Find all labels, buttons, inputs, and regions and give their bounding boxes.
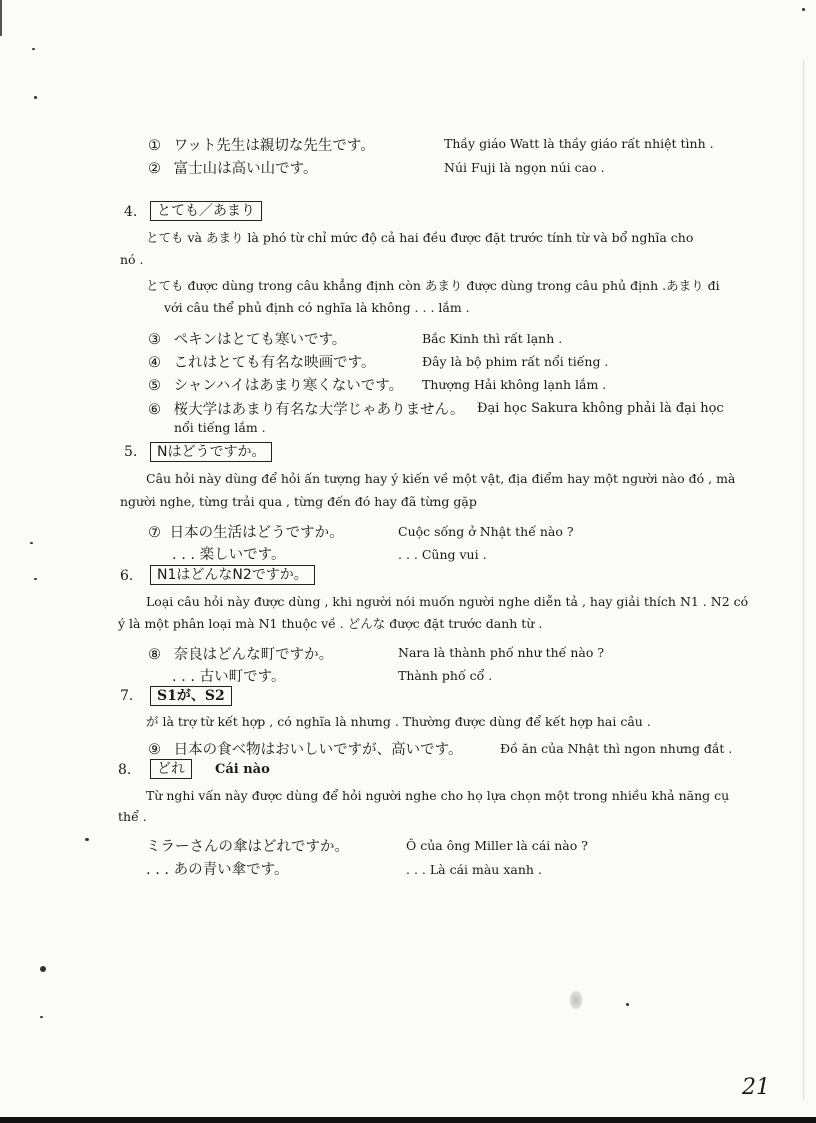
example-vi: Thầy giáo Watt là thầy giáo rất nhiệt tình . (444, 136, 714, 151)
example-vi: Đại học Sakura không phải là đại học (477, 401, 724, 416)
section-7-number: 7. (120, 688, 134, 704)
example-vi: Nara là thành phố như thế nào ? (398, 645, 605, 660)
scan-speck (34, 578, 37, 580)
scan-speck (40, 966, 46, 972)
section-4-paragraph-line: とても được dùng trong câu khẳng định còn あまり được dùng trong câu phủ định .あまり đi (146, 278, 720, 293)
scan-speck (85, 838, 89, 841)
section-4-paragraph-line: nó . (120, 252, 144, 267)
example-answer-vi: . . . Cũng vui . (398, 547, 487, 562)
example-jp: シャンハイはあまり寒くないです。 (173, 378, 404, 394)
example-row-9 (148, 738, 462, 759)
section-4-paragraph-line: とても và あまり là phó từ chỉ mức độ cả hai đều được đặt trước tính từ và bổ nghĩa cho (146, 230, 694, 245)
section-5-paragraph-line: Câu hỏi này dùng để hỏi ấn tượng hay ý kiến về một vật, địa điểm hay một người nào đó , mà (146, 471, 736, 486)
section-4-number: 4. (124, 204, 138, 220)
example-answer-vi: . . . Là cái màu xanh . (406, 862, 542, 877)
scan-edge-left (0, 0, 2, 36)
section-4-heading: とても／あまり (150, 201, 262, 221)
example-jp: 日本の生活はどうですか。 (169, 525, 344, 541)
section-8-heading: どれ (150, 759, 192, 779)
scan-speck (30, 542, 33, 544)
example-jp: ワット先生は親切な先生です。 (173, 138, 375, 154)
example-answer-jp: . . . 楽しいです。 (172, 547, 286, 563)
scan-speck (802, 8, 805, 11)
example-vi: Đây là bộ phim rất nổi tiếng . (422, 354, 609, 369)
section-8-title: Cái nào (215, 762, 270, 777)
section-5-number: 5. (124, 444, 138, 460)
example-row-1 (148, 134, 375, 155)
scan-speck (626, 1003, 629, 1006)
example-answer-jp: . . . あの青い傘です。 (146, 862, 289, 878)
section-6-paragraph-line: ý là một phân loại mà N1 thuộc về . どんな được đặt trước danh từ . (118, 616, 543, 631)
page-number: 21 (742, 1075, 770, 1100)
example-vi-continuation: nổi tiếng lắm . (174, 420, 266, 435)
section-6-number: 6. (120, 568, 134, 584)
scan-speck (34, 96, 37, 99)
example-jp: 富士山は高い山です。 (173, 161, 318, 177)
section-8-paragraph-line: thể . (118, 809, 147, 824)
example-number: ③ (148, 332, 161, 348)
example-number: ⑨ (148, 742, 161, 758)
section-7-paragraph-line: が là trợ từ kết hợp , có nghĩa là nhưng . Thường được dùng để kết hợp hai câu . (146, 714, 651, 729)
example-answer-jp: . . . 古い町です。 (172, 669, 286, 685)
example-vi: Bắc Kinh thì rất lạnh . (422, 331, 563, 346)
section-5-paragraph-line: người nghe, từng trải qua , từng đến đó hay đã từng gặp (120, 494, 477, 509)
section-7-heading: S1が、S2 (150, 686, 232, 706)
example-number: ④ (148, 355, 161, 371)
example-jp: 桜大学はあまり有名な大学じゃありません。 (173, 402, 465, 418)
example-number: ⑤ (148, 378, 161, 394)
example-row-7 (148, 521, 344, 542)
scan-speck (40, 1016, 43, 1018)
example-row-6 (148, 398, 464, 419)
example-number: ② (148, 161, 161, 177)
example-number: ① (148, 138, 161, 154)
example-vi: Cuộc sống ở Nhật thế nào ? (398, 524, 574, 539)
example-vi: Ô của ông Miller là cái nào ? (406, 838, 588, 853)
example-row-3 (148, 328, 346, 349)
example-number: ⑦ (148, 525, 161, 541)
example-vi: Núi Fuji là ngọn núi cao . (444, 160, 605, 175)
section-6-paragraph-line: Loại câu hỏi này được dùng , khi người nói muốn người nghe diễn tả , hay giải thích N1 . N2 có (146, 594, 749, 609)
example-jp: これはとても有名な映画です。 (173, 355, 376, 371)
example-answer-vi: Thành phố cổ . (398, 668, 493, 683)
example-jp: 奈良はどんな町ですか。 (173, 647, 334, 663)
example-row-2 (148, 157, 317, 178)
example-number: ⑥ (148, 402, 161, 418)
section-6-heading: N1はどんなN2ですか。 (150, 565, 315, 585)
example-row-8 (148, 643, 333, 664)
scan-edge-bottom (0, 1117, 816, 1123)
example-vi: Đồ ăn của Nhật thì ngon nhưng đắt . (500, 741, 733, 756)
example-jp: ペキンはとても寒いです。 (173, 332, 347, 348)
scan-speck (32, 48, 35, 50)
section-4-paragraph-line: với câu thể phủ định có nghĩa là không . . . lắm . (164, 300, 470, 315)
example-row-4 (148, 351, 375, 372)
scan-smudge (569, 990, 583, 1010)
example-jp: 日本の食べ物はおいしいですが、高いです。 (173, 742, 463, 758)
example-question-jp: ミラーさんの傘はどれですか。 (146, 839, 349, 855)
scan-edge-right (803, 60, 804, 1100)
section-8-number: 8. (118, 762, 132, 778)
example-number: ⑧ (148, 647, 161, 663)
section-5-heading: Nはどうですか。 (150, 442, 272, 462)
example-row-5 (148, 374, 403, 395)
example-vi: Thượng Hải không lạnh lắm . (422, 377, 607, 392)
section-8-paragraph-line: Từ nghi vấn này được dùng để hỏi người nghe cho họ lựa chọn một trong nhiều khả năng cụ (146, 788, 730, 803)
